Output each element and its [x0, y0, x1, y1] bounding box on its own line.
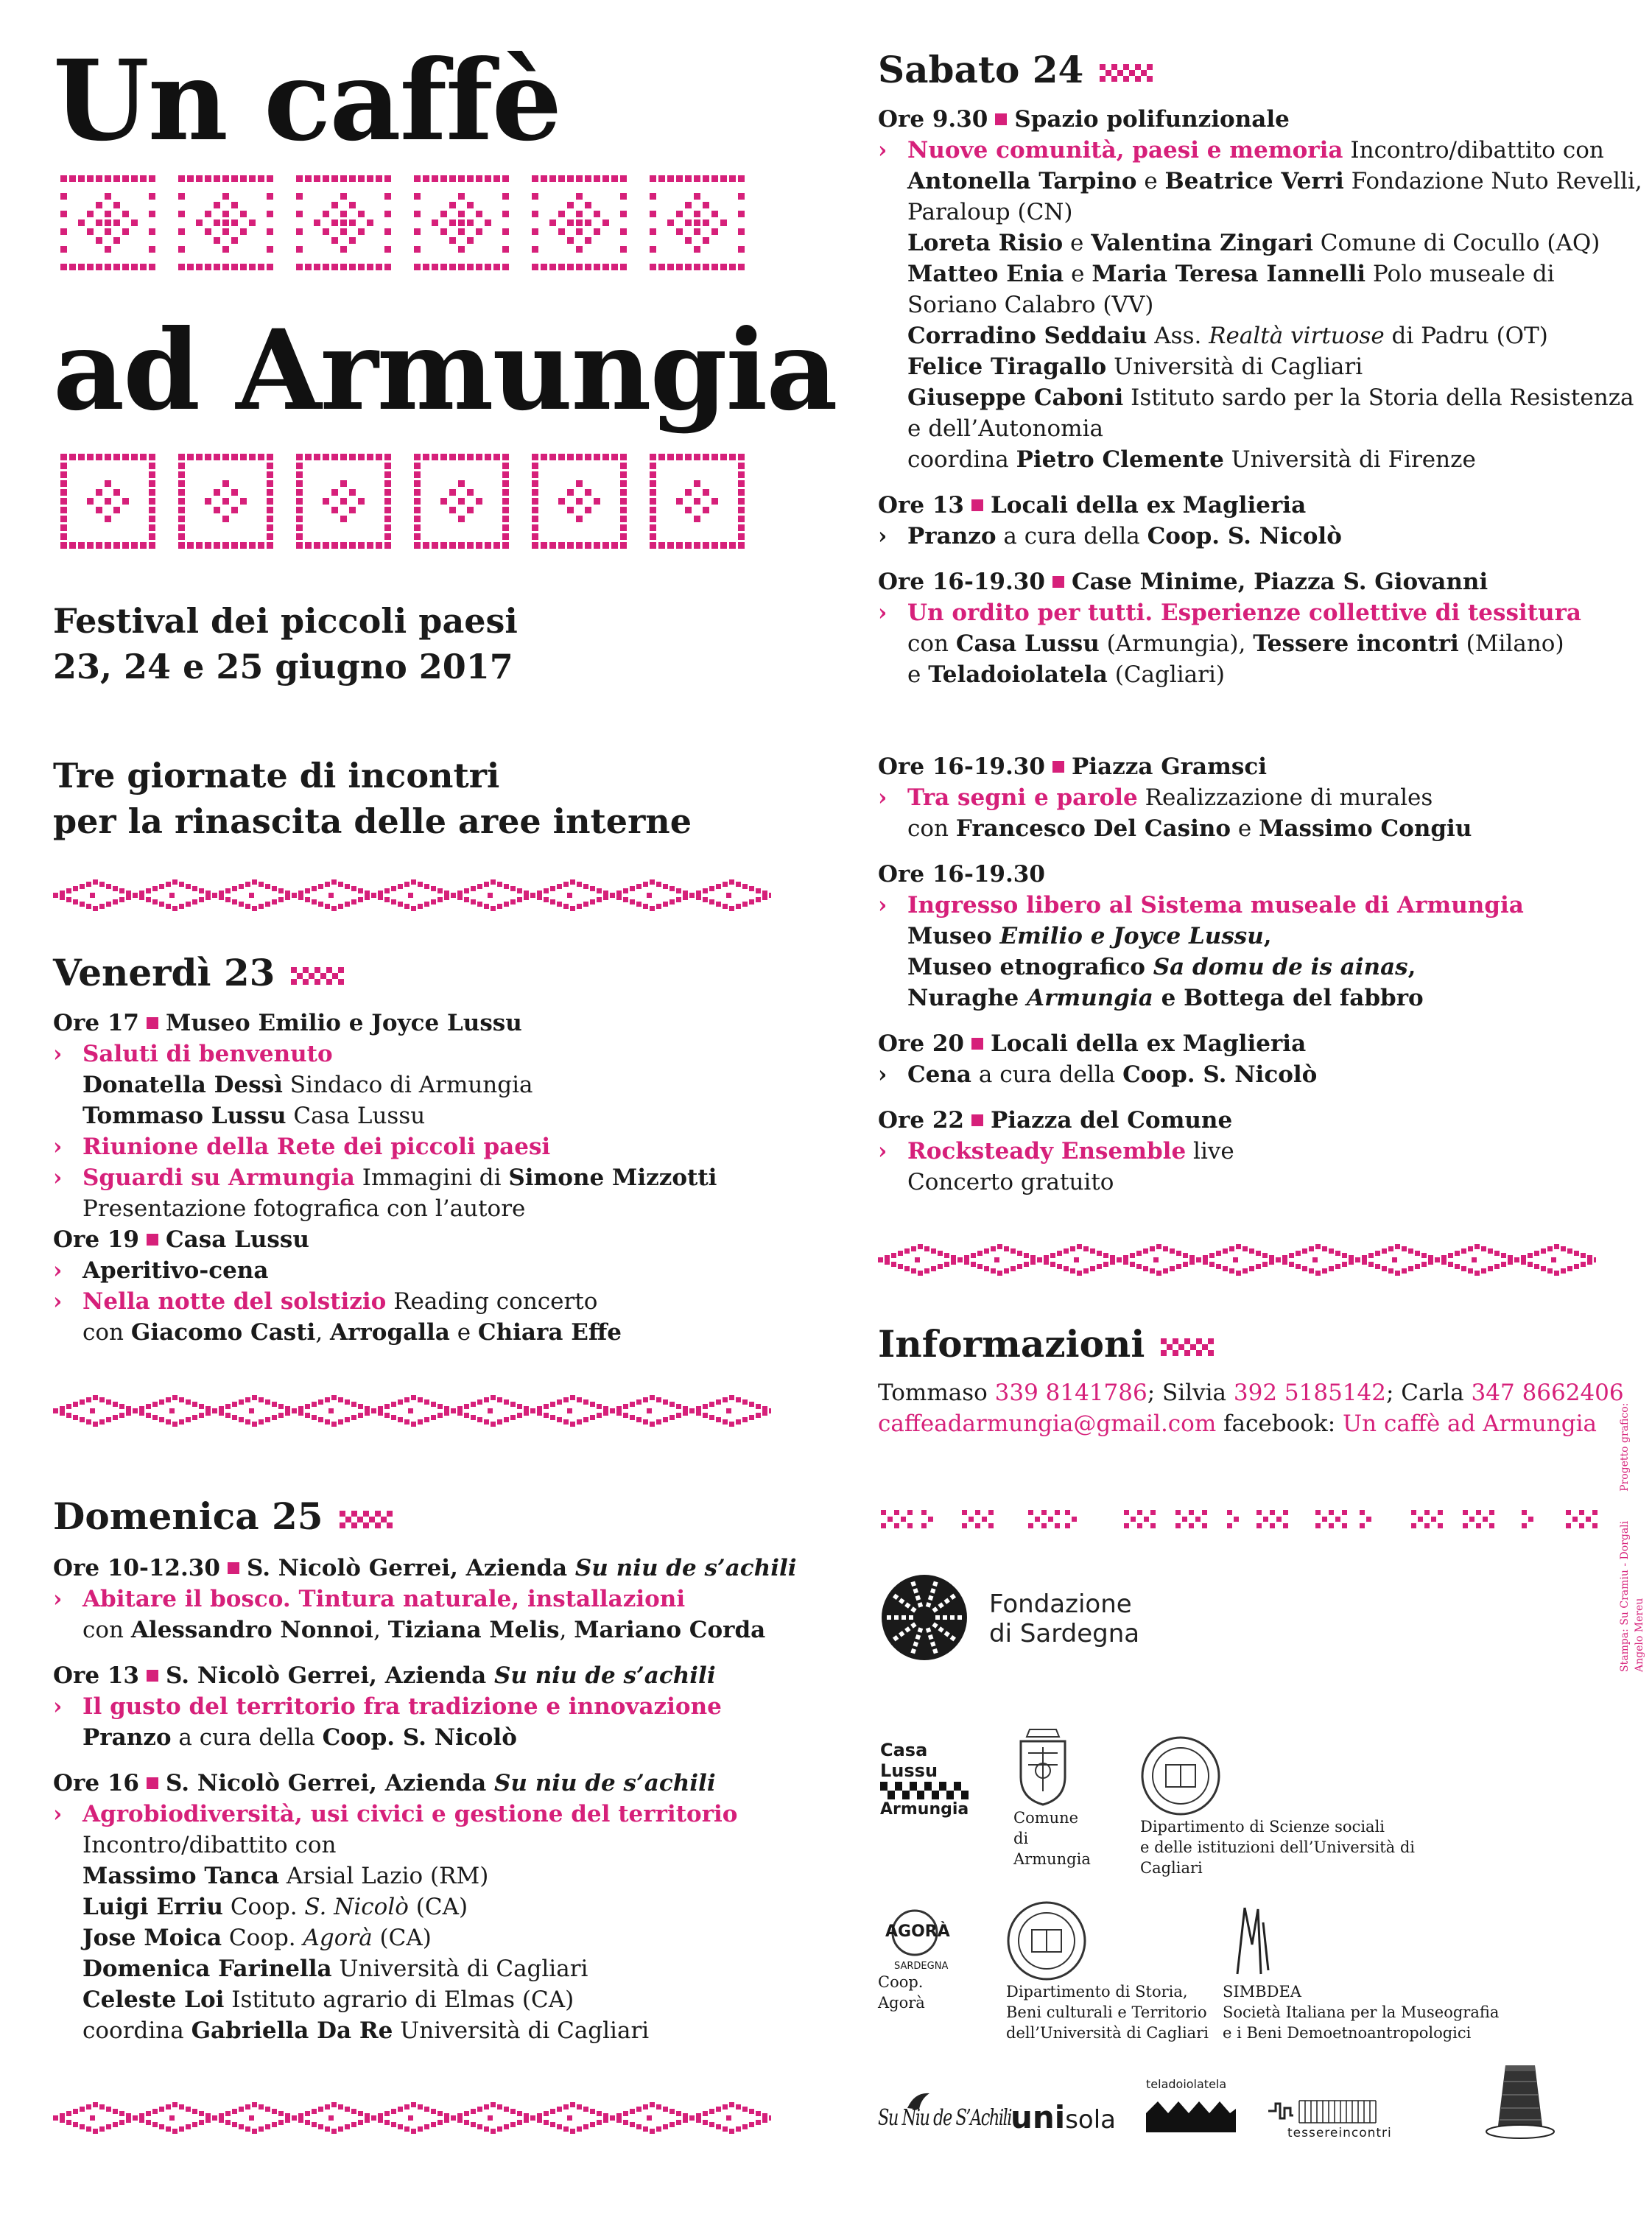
info-contacts: Tommaso 339 8141786; Silvia 392 5185142; Carla 347 8662406 caffeadarmungia@gmail.com facebook: Un caffè ad Armungia — [878, 1380, 1624, 1437]
divider-2 — [53, 1392, 771, 1430]
bullet-icon — [147, 1234, 158, 1246]
phone-silvia[interactable]: 392 5185142 — [1233, 1380, 1386, 1406]
arrow-icon: › — [878, 523, 887, 549]
info-heading — [878, 1322, 1214, 1366]
comune-armungia-logo: Comune di Armungia — [1013, 1727, 1094, 1869]
tagline-line-2: per la rinascita delle aree interne — [53, 801, 692, 841]
divider-3 — [53, 2099, 771, 2138]
nuraghe-icon — [1483, 2052, 1557, 2140]
tagline — [53, 753, 692, 844]
saturday-title: Sabato 24 — [878, 48, 1084, 91]
saturday-program: Ore 9.30 Spazio polifunzionale › Nuove comunità, paesi e memoria Incontro/dibattito con Antonella Tarpino e Beatrice Verri Fondazione Nuto Revelli, Paraloup (CN) Loreta Risio e Valentina Zingari Comune di Cocullo (AQ) Matteo Enia e Maria Teresa Iannelli Polo museale di Soriano Calabro (VV) Corradino Seddaiu Ass. Realtà virtuose di Padru (OT) Felice Tiragallo Università di Cagliari Giuseppe Caboni Istituto sardo per la Storia della Resistenza e dell’Autonomia coordina Pietro Clemente Università di Firenze Ore 13 Locali della ex Maglieria › Pranzo a cura della Coop. S. Nicolò Ore 16-19.30 Case Minime, Piazza S. Giovanni › Un ordito per tutti. Esperienze collettive di tessitura con Casa Lussu (Armungia), Tessere incontri (Milano) e Teladoiolatela (Cagliari) — [878, 106, 1642, 688]
university-seal-icon — [1140, 1735, 1221, 1816]
embroidery-band-top — [53, 168, 775, 286]
unisola-logo: unisola — [1010, 2099, 1116, 2135]
arrow-icon: › — [53, 1693, 63, 1720]
bullet-icon — [147, 1017, 158, 1029]
arrow-icon: › — [53, 1134, 63, 1160]
bullet-icon — [971, 499, 983, 511]
bullet-icon — [228, 1562, 239, 1574]
arrow-icon: › — [53, 1041, 63, 1067]
coat-of-arms-icon — [1013, 1727, 1072, 1808]
sunday-program: Ore 10-12.30 S. Nicolò Gerrei, Azienda Su niu de s’achili › Abitare il bosco. Tintura naturale, installazioni con Alessandro Nonnoi, Tiziana Melis, Mariano Corda Ore 13 S. Nicolò Gerrei, Azienda Su niu de s’achili › Il gusto del territorio fra tradizione e innovazione Pranzo a cura della Coop. S. Nicolò Ore 16 S. Nicolò Gerrei, Azienda Su niu de s’achili › Agrobiodiversità, usi civici e gestione del territorio Incontro/dibattito con Massimo Tanca Arsial Lazio (RM) Luigi Erriu Coop. S. Nicolò (CA) Jose Moica Coop. Agorà (CA) Domenica Farinella Università di Cagliari Celeste Loi Istituto agrario di Elmas (CA) coordina Gabriella Da Re Università di Cagliari — [53, 1555, 797, 2044]
arrow-icon: › — [878, 892, 887, 918]
facebook-link[interactable]: Un caffè ad Armungia — [1343, 1411, 1597, 1437]
arrow-icon: › — [878, 137, 887, 164]
university-seal-icon — [1006, 1900, 1087, 1981]
divider-4 — [878, 1241, 1596, 1279]
bullet-icon — [971, 1038, 983, 1050]
dip-storia-logo: Dipartimento di Storia, Beni culturali e Territorio dell’Università di Cagliari — [1006, 1900, 1242, 2043]
friday-heading — [53, 951, 344, 994]
phone-tommaso[interactable]: 339 8141786 — [994, 1380, 1147, 1406]
sunday-title: Domenica 25 — [53, 1494, 323, 1538]
arrow-icon: › — [878, 1061, 887, 1088]
embroidery-band-bottom — [53, 439, 775, 580]
simbdea-logo: SIMBDEA Società Italiana per la Museografia e i Beni Demoetnoantropologici — [1223, 1900, 1539, 2043]
arrow-icon: › — [53, 1586, 63, 1612]
festival-name: Festival dei piccoli paesi — [53, 601, 518, 641]
bullet-icon — [147, 1670, 158, 1682]
su-niu-logo: Su Niu de S’Achili — [878, 2105, 1055, 2131]
bullet-icon — [971, 1114, 983, 1126]
festival-subtitle — [53, 598, 518, 689]
phone-carla[interactable]: 347 8662406 — [1471, 1380, 1624, 1406]
arrow-icon: › — [878, 784, 887, 811]
divider-1 — [53, 877, 771, 915]
arrow-icon: › — [53, 1801, 63, 1827]
arrow-icon: › — [878, 1138, 887, 1165]
festival-dates: 23, 24 e 25 giugno 2017 — [53, 647, 513, 686]
tessereincontri-logo: tessereincontri — [1265, 2096, 1392, 2140]
checker-icon — [880, 1781, 969, 1800]
arrow-icon: › — [53, 1257, 63, 1284]
bullet-icon — [995, 113, 1007, 125]
saturday-heading — [878, 48, 1153, 91]
arrow-icon: › — [878, 600, 887, 626]
tessere-icon — [1265, 2096, 1383, 2126]
sunday-heading — [53, 1494, 393, 1538]
credits-vertical: Stampa: Su Cramiu - DorgaliProgetto grafico: Angelo Mereu — [1619, 1402, 1645, 1672]
friday-title: Venerdì 23 — [53, 951, 275, 994]
saturday-program-2: Ore 16-19.30 Piazza Gramsci › Tra segni e parole Realizzazione di murales con Francesco Del Casino e Massimo Congiu Ore 16-19.30 › Ingresso libero al Sistema museale di Armungia Museo Emilio e Joyce Lussu, Museo etnografico Sa domu de is ainas, Nuraghe Armungia e Bottega del fabbro Ore 20 Locali della ex Maglieria › Cena a cura della Coop. S. Nicolò Ore 22 Piazza del Comune › Rocksteady Ensemble live Concerto gratuito — [878, 754, 1524, 1195]
bullet-icon — [1052, 761, 1064, 773]
tagline-line-1: Tre giornate di incontri — [53, 756, 500, 795]
bullet-icon — [147, 1777, 158, 1789]
fondazione-sardegna-logo: Fondazione di Sardegna — [880, 1573, 1337, 1662]
arrow-icon: › — [53, 1288, 63, 1315]
marks-icon — [291, 966, 344, 986]
fondazione-star-icon — [880, 1573, 969, 1662]
agora-logo: AGORÀ SARDEGNA Coop. Agorà — [878, 1909, 974, 2013]
divider-5 — [881, 1506, 1599, 1535]
marks-icon — [340, 1510, 393, 1529]
nuraghe-logo — [1483, 2052, 1557, 2140]
bullet-icon — [1052, 576, 1064, 588]
embroidery-pattern-1 — [53, 168, 775, 286]
friday-program: Ore 17 Museo Emilio e Joyce Lussu › Saluti di benvenuto Donatella Dessì Sindaco di Armungia Tommaso Lussu Casa Lussu › Riunione della Rete dei piccoli paesi › Sguardi su Armungia Immagini di Simone Mizzotti Presentazione fotografica con l’autore Ore 19 Casa Lussu › Aperitivo-cena › Nella notte del solstizio Reading concerto con Giacomo Casti, Arrogalla e Chiara Effe — [53, 1010, 717, 1346]
simbdea-figure-icon — [1223, 1900, 1282, 1981]
teladoiolatela-logo: teladoiolatela — [1146, 2077, 1236, 2132]
info-title: Informazioni — [878, 1322, 1145, 1366]
email-link[interactable]: caffeadarmungia@gmail.com — [878, 1411, 1217, 1437]
roofs-icon — [1146, 2091, 1236, 2132]
embroidery-pattern-2 — [53, 439, 775, 580]
casa-lussu-logo: Casa Lussu Armungia — [880, 1740, 969, 1819]
marks-icon — [1100, 63, 1153, 82]
arrow-icon: › — [53, 1165, 63, 1191]
dip-scienze-sociali-logo: Dipartimento di Scienze sociali e delle istituzioni dell’Università di Cagliari — [1140, 1735, 1479, 1878]
title-line-1: Un caffè — [53, 36, 561, 166]
marks-icon — [1161, 1338, 1214, 1357]
title-line-2: ad Armungia — [53, 306, 837, 435]
